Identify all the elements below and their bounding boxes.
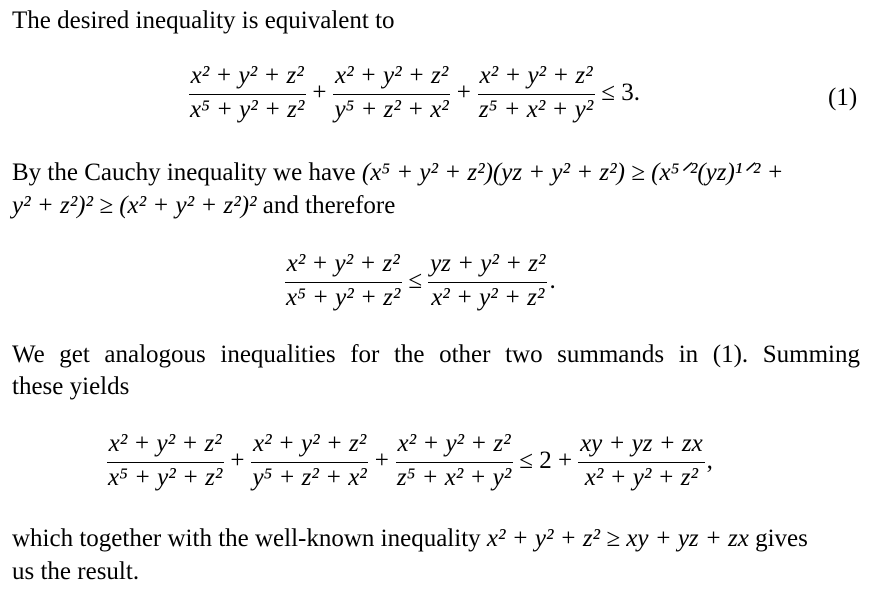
conclusion-text-a: which together with the well-known inequality [12, 525, 481, 552]
eq3-right-fraction [578, 430, 705, 493]
eq3-plus-1: + [230, 447, 245, 475]
cauchy-line-1 [12, 160, 860, 185]
eq1-relation: ≤ 3. [601, 79, 640, 107]
eq3-fraction-3-numerator: x² + y² + z² [396, 430, 513, 463]
eq2-right-fraction [428, 250, 547, 313]
eq3-end-punctuation: , [706, 447, 713, 475]
eq2-left-denominator: x⁵ + y² + z² [286, 283, 401, 311]
eq1-fraction-2-denominator: y⁵ + z² + x² [334, 95, 449, 123]
eq1-fraction-1-numerator: x² + y² + z² [189, 62, 306, 95]
cauchy-line-2 [12, 193, 395, 218]
eq3-right-numerator: xy + yz + zx [578, 430, 705, 463]
eq3-plus-2: + [374, 447, 389, 475]
eq2-end-punctuation: . [549, 267, 556, 295]
eq3-fraction-3 [395, 430, 513, 493]
eq3-fraction-2-numerator: x² + y² + z² [251, 430, 368, 463]
conclusion-text-b: gives [755, 525, 808, 552]
conclusion-expression: x² + y² + z² ≥ xy + yz + zx [486, 525, 749, 552]
analogous-line-2: these yields [12, 373, 130, 400]
eq3-fraction-1-denominator: x⁵ + y² + z² [108, 463, 223, 491]
eq1-plus-2: + [456, 79, 471, 107]
intro-text: The desired inequality is equivalent to [12, 7, 395, 34]
equation-3 [104, 430, 713, 493]
eq1-fraction-3-numerator: x² + y² + z² [478, 62, 595, 95]
eq3-fraction-1-numerator: x² + y² + z² [107, 430, 224, 463]
conclusion-line-1 [12, 526, 860, 551]
equation-1 [186, 62, 644, 125]
eq3-fraction-2 [250, 430, 368, 493]
eq3-fraction-1 [106, 430, 224, 493]
eq3-right-denominator: x² + y² + z² [584, 463, 698, 491]
eq2-left-fraction [284, 250, 402, 313]
eq1-plus-1: + [312, 79, 327, 107]
eq2-relation: ≤ [408, 267, 423, 295]
eq3-relation: ≤ 2 + [519, 447, 573, 475]
eq2-right-numerator: yz + y² + z² [428, 250, 547, 283]
cauchy-intro: By the Cauchy inequality we have [12, 159, 356, 186]
eq3-fraction-2-denominator: y⁵ + z² + x² [252, 463, 367, 491]
eq2-left-numerator: x² + y² + z² [285, 250, 402, 283]
and-therefore-text: and therefore [262, 192, 396, 219]
eq1-fraction-1 [188, 62, 306, 125]
eq1-fraction-2-numerator: x² + y² + z² [333, 62, 450, 95]
equation-2 [282, 250, 556, 313]
eq1-fraction-3-denominator: z⁵ + x² + y² [478, 95, 594, 123]
eq1-fraction-3 [477, 62, 595, 125]
eq3-fraction-3-denominator: z⁵ + x² + y² [396, 463, 512, 491]
eq2-right-denominator: x² + y² + z² [431, 283, 545, 311]
cauchy-expression-b: y² + z²)² ≥ (x² + y² + z²)² [12, 192, 257, 219]
conclusion-line-2: us the result. [12, 558, 140, 585]
eq1-fraction-1-denominator: x⁵ + y² + z² [190, 95, 305, 123]
cauchy-expression-a: (x⁵ + y² + z²)(yz + y² + z²) ≥ (x⁵ᐟ²(yz)¹ᐟ² + [361, 159, 784, 186]
equation-number: (1) [828, 84, 858, 111]
eq1-fraction-2 [332, 62, 450, 125]
analogous-line-1: We get analogous inequalities for the other two summands in (1). Summing [12, 341, 860, 368]
